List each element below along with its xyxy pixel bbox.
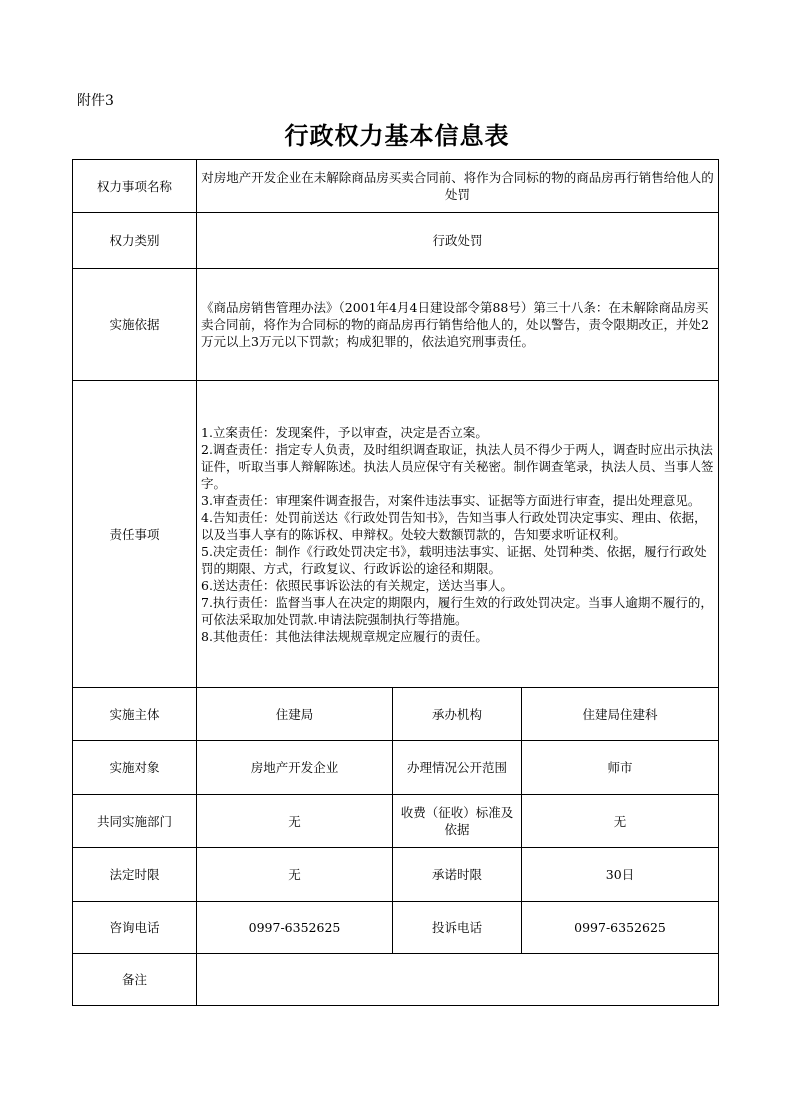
label-basis: 实施依据 — [73, 269, 197, 381]
value-basis: 《商品房销售管理办法》（2001年4月4日建设部令第88号）第三十八条：在未解除商品房买卖合同前，将作为合同标的物的商品房再行销售给他人的，处以警告，责令限期改正，并处2万元以上3万元以下罚款；构成犯罪的，依法追究刑事责任。 — [197, 269, 719, 381]
label-disclosure-scope: 办理情况公开范围 — [393, 741, 522, 795]
label-power-name: 权力事项名称 — [73, 160, 197, 213]
duty-item: 6.送达责任：依照民事诉讼法的有关规定，送达当事人。 — [201, 577, 513, 593]
value-complaint-phone: 0997-6352625 — [522, 902, 719, 954]
row-subject — [73, 688, 719, 741]
value-legal-time: 无 — [197, 848, 393, 902]
value-remark — [197, 954, 719, 1006]
value-promise-time: 30日 — [522, 848, 719, 902]
value-power-name: 对房地产开发企业在未解除商品房买卖合同前、将作为合同标的物的商品房再行销售给他人的处罚 — [197, 160, 719, 213]
label-target: 实施对象 — [73, 741, 197, 795]
value-power-category: 行政处罚 — [197, 213, 719, 269]
row-power-name — [73, 160, 719, 213]
row-power-category — [73, 213, 719, 269]
value-fee-standard: 无 — [522, 795, 719, 848]
row-target — [73, 741, 719, 795]
duty-item: 8.其他责任：其他法律法规规章规定应履行的责任。 — [201, 628, 488, 644]
info-table — [72, 159, 719, 1006]
value-disclosure-scope: 师市 — [522, 741, 719, 795]
label-subject: 实施主体 — [73, 688, 197, 741]
value-target: 房地产开发企业 — [197, 741, 393, 795]
label-organizer: 承办机构 — [393, 688, 522, 741]
label-joint-dept: 共同实施部门 — [73, 795, 197, 848]
duty-item: 2.调查责任：指定专人负责，及时组织调查取证，执法人员不得少于两人，调查时应出示执法证件，听取当事人辩解陈述。执法人员应保守有关秘密。制作调查笔录，执法人员、当事人签字。 — [201, 441, 714, 491]
row-joint — [73, 795, 719, 848]
label-promise-time: 承诺时限 — [393, 848, 522, 902]
label-power-category: 权力类别 — [73, 213, 197, 269]
duty-item: 5.决定责任：制作《行政处罚决定书》，载明违法事实、证据、处罚种类、依据，履行行政处罚的期限、方式，行政复议、行政诉讼的途径和期限。 — [201, 543, 707, 576]
row-duties — [73, 381, 719, 688]
label-duties: 责任事项 — [73, 381, 197, 688]
label-consult-phone: 咨询电话 — [73, 902, 197, 954]
duty-item: 3.审查责任：审理案件调查报告，对案件违法事实、证据等方面进行审查，提出处理意见。 — [201, 492, 701, 508]
label-fee-standard: 收费（征收）标准及依据 — [393, 795, 522, 848]
value-consult-phone: 0997-6352625 — [197, 902, 393, 954]
value-subject: 住建局 — [197, 688, 393, 741]
page-title: 行政权力基本信息表 — [284, 121, 510, 150]
duty-item: 1.立案责任：发现案件，予以审查，决定是否立案。 — [201, 424, 488, 440]
duty-item: 7.执行责任：监督当事人在决定的期限内，履行生效的行政处罚决定。当事人逾期不履行的，可依法采取加处罚款.申请法院强制执行等措施。 — [201, 594, 713, 627]
row-remark — [73, 954, 719, 1006]
duty-item: 4.告知责任：处罚前送达《行政处罚告知书》，告知当事人行政处罚决定事实、理由、依据，以及当事人享有的陈诉权、申辩权。处较大数额罚款的，告知要求听证权利。 — [201, 509, 707, 542]
value-organizer: 住建局住建科 — [522, 688, 719, 741]
row-phone — [73, 902, 719, 954]
label-remark: 备注 — [73, 954, 197, 1006]
value-duties — [197, 381, 719, 688]
row-time-limit — [73, 848, 719, 902]
label-legal-time: 法定时限 — [73, 848, 197, 902]
value-joint-dept: 无 — [197, 795, 393, 848]
label-complaint-phone: 投诉电话 — [393, 902, 522, 954]
row-basis — [73, 269, 719, 381]
attachment-label: 附件3 — [77, 93, 114, 109]
